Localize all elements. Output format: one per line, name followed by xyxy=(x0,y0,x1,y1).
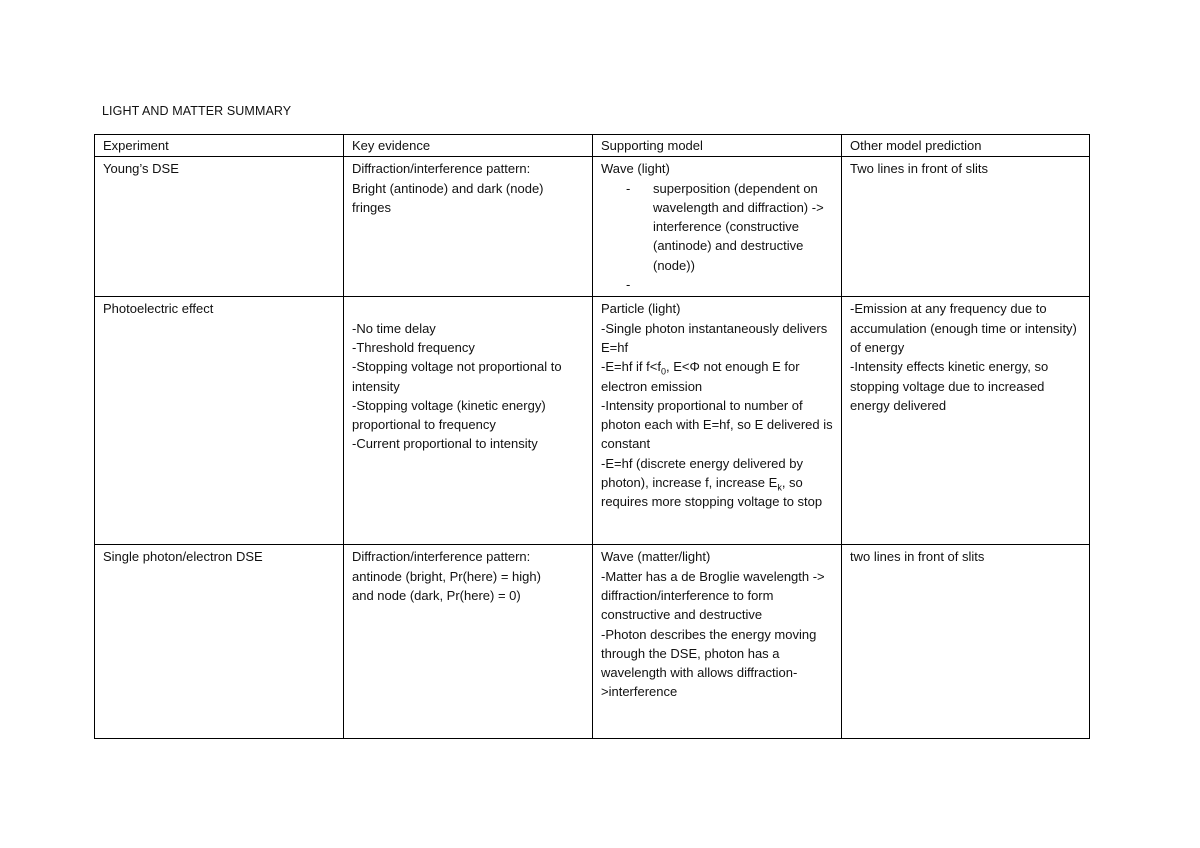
evidence-line: Bright (antinode) and dark (node) xyxy=(352,180,544,196)
model-line: -Single photon instantaneously delivers E=hf xyxy=(601,320,828,355)
cell-other-prediction xyxy=(842,297,1090,545)
cell-other-prediction xyxy=(842,157,1090,297)
prediction-line: -Intensity effects kinetic energy, so stopping voltage due to increased energy delivered xyxy=(850,359,1049,413)
evidence-line: -No time delay xyxy=(352,320,436,336)
cell-supporting-model xyxy=(593,157,842,297)
evidence-line: -Threshold frequency xyxy=(352,339,475,355)
experiment-name: Photoelectric effect xyxy=(103,301,214,317)
discrete-text-a: -E=hf (discrete energy delivered by photon), increase f, increase E xyxy=(601,455,803,491)
evidence-line: -Current proportional to intensity xyxy=(352,436,538,452)
model-line: -Matter has a de Broglie wavelength -> diffraction/interference to form constructive and destructive xyxy=(601,568,825,623)
cell-supporting-model xyxy=(593,545,842,739)
model-heading: Wave (light) xyxy=(601,161,670,177)
model-heading: Particle (light) xyxy=(601,301,681,317)
header-other-model-prediction: Other model prediction xyxy=(842,135,1090,157)
threshold-text-a: -E=hf if f<f xyxy=(601,359,661,375)
header-key-evidence: Key evidence xyxy=(344,135,593,157)
document-title: LIGHT AND MATTER SUMMARY xyxy=(102,104,292,118)
model-line-discrete xyxy=(601,454,833,512)
model-line-threshold xyxy=(601,357,833,396)
table-row-youngs-dse xyxy=(95,157,1090,297)
model-heading: Wave (matter/light) xyxy=(601,549,711,565)
threshold-text-b: , E<Φ not enough E for electron emission xyxy=(601,359,800,394)
model-line: -Photon describes the energy moving through the DSE, photon has a wavelength with allows diffraction->interference xyxy=(601,626,817,700)
table-row-photoelectric-effect xyxy=(95,297,1090,545)
experiment-name: Single photon/electron DSE xyxy=(103,549,263,565)
prediction-line: -Emission at any frequency due to accumulation (enough time or intensity) of energy xyxy=(850,301,1077,355)
evidence-line: and node (dark, Pr(here) = 0) xyxy=(352,587,521,603)
cell-experiment xyxy=(95,157,344,297)
threshold-subscript: 0 xyxy=(660,366,666,377)
cell-key-evidence xyxy=(344,545,593,739)
table-header-row xyxy=(95,135,1090,157)
evidence-line: -Stopping voltage (kinetic energy) proportional to frequency xyxy=(352,397,546,433)
blank-line xyxy=(352,299,584,318)
discrete-text-b: , so requires more stopping voltage to stop xyxy=(601,475,823,510)
cell-supporting-model xyxy=(593,297,842,545)
evidence-line: Diffraction/interference pattern: xyxy=(352,161,531,177)
table-row-single-photon-electron-dse xyxy=(95,545,1090,739)
model-bullet-list xyxy=(601,179,833,295)
evidence-line: fringes xyxy=(352,199,392,215)
cell-other-prediction xyxy=(842,545,1090,739)
prediction-line: Two lines in front of slits xyxy=(850,161,988,177)
model-line: -Intensity proportional to number of photon each with E=hf, so E delivered is constant xyxy=(601,397,833,452)
model-bullet: - superposition (dependent on wavelength and diffraction) -> interference (constructive (antinode) and destructive (node)) xyxy=(653,179,833,275)
header-supporting-model: Supporting model xyxy=(593,135,842,157)
evidence-line: Diffraction/interference pattern: xyxy=(352,549,531,565)
cell-experiment xyxy=(95,297,344,545)
prediction-line: two lines in front of slits xyxy=(850,549,985,565)
summary-table xyxy=(94,134,1090,739)
cell-key-evidence xyxy=(344,157,593,297)
model-bullet-empty xyxy=(653,275,833,294)
evidence-line: antinode (bright, Pr(here) = high) xyxy=(352,568,541,584)
cell-experiment xyxy=(95,545,344,739)
experiment-name: Young’s DSE xyxy=(103,161,179,177)
header-experiment: Experiment xyxy=(95,135,344,157)
evidence-line: -Stopping voltage not proportional to intensity xyxy=(352,359,562,394)
discrete-subscript: k xyxy=(777,482,782,493)
cell-key-evidence xyxy=(344,297,593,545)
